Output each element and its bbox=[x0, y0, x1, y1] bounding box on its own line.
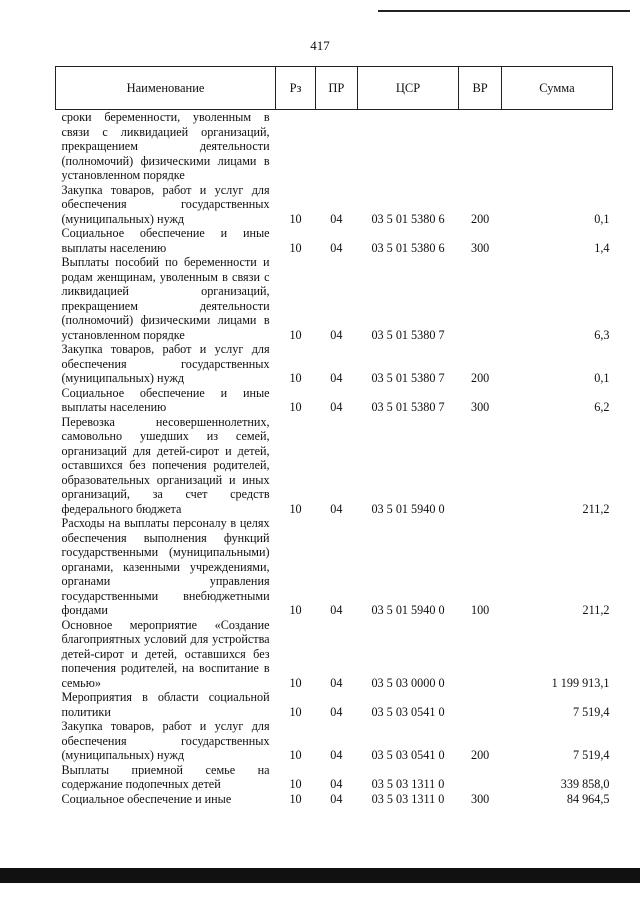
table-row bbox=[56, 690, 613, 719]
bottom-scan-band bbox=[0, 868, 640, 883]
cell-sum: 1,4 bbox=[594, 240, 610, 255]
cell-pr: 04 bbox=[330, 777, 343, 791]
table-row bbox=[56, 342, 613, 386]
cell-vr bbox=[459, 415, 502, 517]
cell-vr: 300 bbox=[470, 240, 490, 255]
cell-name: Закупка товаров, работ и услуг для обеспечения государственных (муниципальных) нужд bbox=[61, 719, 270, 762]
cell-pr: 04 bbox=[330, 211, 343, 226]
cell-pr: 04 bbox=[330, 501, 343, 516]
cell-pr: 04 bbox=[330, 400, 343, 414]
cell-csr: 03 5 01 5940 0 bbox=[371, 603, 445, 617]
table-row bbox=[56, 183, 613, 227]
header-vr: ВР bbox=[459, 67, 502, 110]
cell-pr: 04 bbox=[330, 704, 343, 719]
header-name: Наименование bbox=[56, 67, 276, 110]
cell-rz: 10 bbox=[289, 704, 302, 719]
cell-csr: 03 5 01 5940 0 bbox=[371, 501, 445, 516]
cell-sum: 6,3 bbox=[594, 327, 610, 342]
cell-pr: 04 bbox=[330, 675, 343, 690]
cell-rz: 10 bbox=[289, 748, 302, 762]
cell-vr bbox=[459, 618, 502, 691]
cell-rz: 10 bbox=[289, 777, 302, 791]
table-header bbox=[56, 67, 613, 110]
cell-rz: 10 bbox=[289, 791, 302, 806]
cell-name: Закупка товаров, работ и услуг для обеспечения государственных (муниципальных) нужд bbox=[61, 342, 270, 385]
cell-name: Социальное обеспечение и иные выплаты населению bbox=[61, 385, 270, 414]
cell-pr: 04 bbox=[330, 327, 343, 342]
table-row bbox=[56, 226, 613, 255]
cell-rz: 10 bbox=[289, 211, 302, 226]
cell-csr: 03 5 01 5380 7 bbox=[371, 327, 445, 342]
cell-csr: 03 5 01 5380 7 bbox=[371, 371, 445, 385]
header-rz: Рз bbox=[276, 67, 316, 110]
table-body bbox=[56, 110, 613, 807]
budget-table bbox=[55, 66, 613, 806]
cell-pr: 04 bbox=[330, 603, 343, 617]
cell-csr: 03 5 03 0541 0 bbox=[371, 748, 445, 762]
header-sum: Сумма bbox=[501, 67, 612, 110]
cell-rz: 10 bbox=[289, 675, 302, 690]
cell-rz: 10 bbox=[289, 400, 302, 414]
cell-csr bbox=[357, 110, 459, 183]
table-row bbox=[56, 110, 613, 183]
cell-rz: 10 bbox=[289, 603, 302, 617]
cell-sum: 211,2 bbox=[582, 501, 610, 516]
cell-sum: 7 519,4 bbox=[572, 748, 610, 762]
cell-name: сроки беременности, уволенным в связи с ликвидацией организаций, прекращением деятельности (полномочий) физическими лицами в установленном порядке bbox=[61, 110, 270, 182]
cell-sum bbox=[501, 110, 612, 183]
table-row bbox=[56, 719, 613, 763]
table-row bbox=[56, 516, 613, 618]
cell-sum: 211,2 bbox=[582, 603, 610, 617]
cell-pr: 04 bbox=[330, 371, 343, 385]
header-pr: ПР bbox=[315, 67, 357, 110]
table-row bbox=[56, 415, 613, 517]
cell-sum: 0,1 bbox=[594, 211, 610, 226]
cell-csr: 03 5 01 5380 6 bbox=[371, 211, 445, 226]
cell-name: Расходы на выплаты персоналу в целях обеспечения выполнения функций государственными (муниципальными) органами, казенными учреждениями, органами управления государственными внебюджетными фондами bbox=[61, 516, 270, 617]
cell-sum: 339 858,0 bbox=[560, 777, 610, 791]
cell-csr: 03 5 01 5380 6 bbox=[371, 240, 445, 255]
cell-rz: 10 bbox=[289, 327, 302, 342]
cell-csr: 03 5 03 0541 0 bbox=[371, 704, 445, 719]
cell-vr bbox=[459, 690, 502, 719]
cell-pr bbox=[315, 110, 357, 183]
table-row bbox=[56, 618, 613, 691]
header-csr: ЦСР bbox=[357, 67, 459, 110]
cell-pr: 04 bbox=[330, 791, 343, 806]
cell-csr: 03 5 01 5380 7 bbox=[371, 400, 445, 414]
cell-name: Основное мероприятие «Создание благоприятных условий для устройства детей-сирот и детей, оставшихся без попечения родителей, на воспитание в семью» bbox=[61, 617, 270, 690]
top-scan-line bbox=[378, 10, 630, 12]
cell-rz bbox=[276, 110, 316, 183]
table-row bbox=[56, 763, 613, 792]
table-row bbox=[56, 386, 613, 415]
cell-rz: 10 bbox=[289, 501, 302, 516]
cell-csr: 03 5 03 1311 0 bbox=[371, 777, 445, 791]
cell-name: Мероприятия в области социальной политики bbox=[61, 690, 270, 719]
cell-vr: 300 bbox=[470, 791, 490, 806]
cell-csr: 03 5 03 0000 0 bbox=[371, 675, 445, 690]
cell-rz: 10 bbox=[289, 371, 302, 385]
page-number: 417 bbox=[310, 38, 330, 53]
cell-vr: 200 bbox=[470, 211, 490, 226]
cell-sum: 1 199 913,1 bbox=[551, 675, 610, 690]
cell-pr: 04 bbox=[330, 240, 343, 255]
cell-sum: 7 519,4 bbox=[572, 704, 610, 719]
cell-pr: 04 bbox=[330, 748, 343, 762]
cell-name: Закупка товаров, работ и услуг для обеспечения государственных (муниципальных) нужд bbox=[61, 182, 270, 226]
cell-sum: 84 964,5 bbox=[566, 791, 610, 806]
cell-vr: 200 bbox=[470, 371, 490, 385]
cell-csr: 03 5 03 1311 0 bbox=[371, 791, 445, 806]
cell-vr bbox=[459, 110, 502, 183]
cell-vr bbox=[459, 255, 502, 342]
cell-sum: 0,1 bbox=[594, 371, 610, 385]
header-row bbox=[56, 67, 613, 110]
cell-name: Выплаты пособий по беременности и родам женщинам, уволенным в связи с ликвидацией организаций, прекращением деятельности (полномочий) физическими лицами в установленном порядке bbox=[61, 255, 270, 342]
cell-name: Выплаты приемной семье на содержание подопечных детей bbox=[61, 762, 270, 791]
table-row bbox=[56, 792, 613, 807]
table-row bbox=[56, 255, 613, 342]
cell-name: Перевозка несовершеннолетних, самовольно ушедших из семей, организаций для детей-сирот и детей, оставшихся без попечения родителей, образовательных организаций и иных организаций, за счет средств федерального бюджета bbox=[61, 414, 270, 516]
cell-sum: 6,2 bbox=[594, 400, 610, 414]
cell-rz: 10 bbox=[289, 240, 302, 255]
cell-vr: 200 bbox=[470, 748, 490, 762]
cell-vr: 100 bbox=[470, 603, 490, 617]
cell-vr: 300 bbox=[470, 400, 490, 414]
cell-vr bbox=[459, 763, 502, 792]
cell-name: Социальное обеспечение и иные bbox=[61, 791, 232, 806]
cell-name: Социальное обеспечение и иные выплаты населению bbox=[61, 226, 270, 255]
